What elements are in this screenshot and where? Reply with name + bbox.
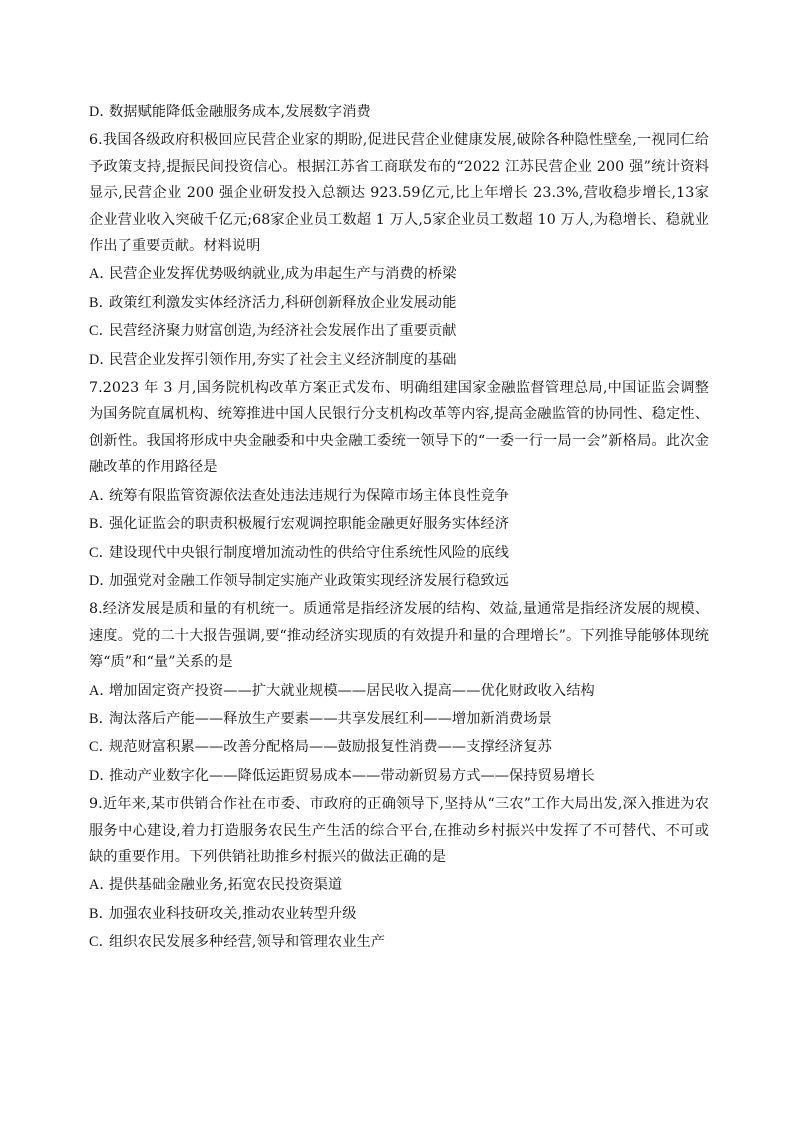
exam-page bbox=[89, 99, 709, 956]
option-text: 淘汰落后产能——释放生产要素——共享发展红利——增加新消费场景 bbox=[109, 710, 552, 727]
option-text: 建设现代中央银行制度增加流动性的供给守住系统性风险的底线 bbox=[109, 544, 510, 561]
option-text: 增加固定资产投资——扩大就业规模——居民收入提高——优化财政收入结构 bbox=[109, 682, 595, 699]
option-letter: D． bbox=[89, 767, 114, 784]
question-stem: 9.近年来,某市供销合作社在市委、市政府的正确领导下,坚持从“三农”工作大局出发,深入推进为农服务中心建设,着力打造服务农民生产生活的综合平台,在推动乡村振兴中发挥了不可替代、不可或缺的重要作用。下列供销社助推乡村振兴的做法正确的是 bbox=[89, 796, 709, 865]
option-text: 强化证监会的职责积极履行宏观调控职能金融更好服务实体经济 bbox=[109, 516, 510, 533]
option-letter: B． bbox=[89, 905, 113, 922]
option-letter: C． bbox=[89, 323, 113, 340]
question-stem: 6.我国各级政府积极回应民营企业家的期盼,促进民营企业健康发展,破除各种隐性壁垒,一视同仁给予政策支持,提振民间投资信心。根据江苏省工商联发布的“2022 江苏民营企业 200 强”统计资料显示,民营企业 200 强企业研发投入总额达 923.59亿元,比上年增长 23.3%,营收稳步增长,13家企业营业收入突破千亿元;68家企业员工数超 1 万人,5家企业员工数超 10 万人,为稳增长、稳就业作出了重要贡献。材料说明 bbox=[89, 132, 709, 255]
question-9 bbox=[89, 791, 709, 955]
option-text: 推动产业数字化——降低运距贸易成本——带动新贸易方式——保持贸易增长 bbox=[109, 767, 595, 784]
option-text: 政策红利激发实体经济活力,科研创新释放企业发展动能 bbox=[109, 294, 457, 311]
option-a bbox=[89, 483, 709, 509]
option-c bbox=[89, 540, 709, 566]
question-stem: 7.2023 年 3 月,国务院机构改革方案正式发布、明确组建国家金融监督管理总局,中国证监会调整为国务院直属机构、统筹推进中国人民银行分支机构改革等内容,提高金融监管的协同性、稳定性、创新性。我国将形成中央金融委和中央金融工委统一领导下的“一委一行一局一会”新格局。此次金融改革的作用路径是 bbox=[89, 380, 709, 476]
option-letter: B． bbox=[89, 294, 113, 311]
option-letter: D． bbox=[89, 104, 114, 120]
option-text: 加强党对金融工作领导制定实施产业政策实现经济发展行稳致远 bbox=[109, 572, 510, 589]
option-text: 提供基础金融业务,拓宽农民投资渠道 bbox=[109, 877, 343, 894]
option-a bbox=[89, 872, 709, 898]
option-b bbox=[89, 706, 709, 732]
question-8 bbox=[89, 596, 709, 791]
option-b bbox=[89, 290, 709, 316]
option-a bbox=[89, 678, 709, 704]
option-c bbox=[89, 929, 709, 955]
option-letter: D． bbox=[89, 572, 114, 589]
option-d bbox=[89, 347, 709, 373]
option-text: 民营企业发挥优势吸纳就业,成为串起生产与消费的桥梁 bbox=[109, 266, 457, 283]
option-text: 加强农业科技研攻关,推动农业转型升级 bbox=[109, 905, 357, 922]
option-text: 数据赋能降低金融服务成本,发展数字消费 bbox=[109, 104, 371, 120]
option-letter: B． bbox=[89, 710, 113, 727]
option-a bbox=[89, 261, 709, 287]
option-text: 组织农民发展多种经营,领导和管理农业生产 bbox=[109, 934, 386, 951]
question-6 bbox=[89, 127, 709, 375]
option-letter: A． bbox=[89, 877, 114, 894]
option-text: 民营企业发挥引领作用,夯实了社会主义经济制度的基础 bbox=[109, 351, 457, 368]
option-text: 规范财富积累——改善分配格局——鼓励报复性消费——支撑经济复苏 bbox=[109, 739, 552, 756]
option-letter: D． bbox=[89, 351, 114, 368]
option-c bbox=[89, 318, 709, 344]
option-d bbox=[89, 568, 709, 594]
option-text: 民营经济聚力财富创造,为经济社会发展作出了重要贡献 bbox=[109, 323, 457, 340]
question-stem: 8.经济发展是质和量的有机统一。质通常是指经济发展的结构、效益,量通常是指经济发展的规模、速度。党的二十大报告强调,要“推动经济实现质的有效提升和量的合理增长”。下列推导能够体现统筹“质”和“量”关系的是 bbox=[89, 601, 709, 671]
question-7 bbox=[89, 375, 709, 596]
option-letter: C． bbox=[89, 739, 113, 756]
option-letter: B． bbox=[89, 516, 113, 533]
option-c bbox=[89, 734, 709, 760]
option-letter: A． bbox=[89, 487, 114, 504]
option-d bbox=[89, 763, 709, 789]
prev-question-option-d bbox=[89, 99, 709, 125]
option-text: 统筹有限监管资源依法查处违法违规行为保障市场主体良性竞争 bbox=[109, 487, 510, 504]
option-letter: C． bbox=[89, 934, 113, 951]
option-letter: C． bbox=[89, 544, 113, 561]
option-letter: A． bbox=[89, 266, 114, 283]
option-b bbox=[89, 901, 709, 927]
option-letter: A． bbox=[89, 682, 114, 699]
option-b bbox=[89, 511, 709, 537]
